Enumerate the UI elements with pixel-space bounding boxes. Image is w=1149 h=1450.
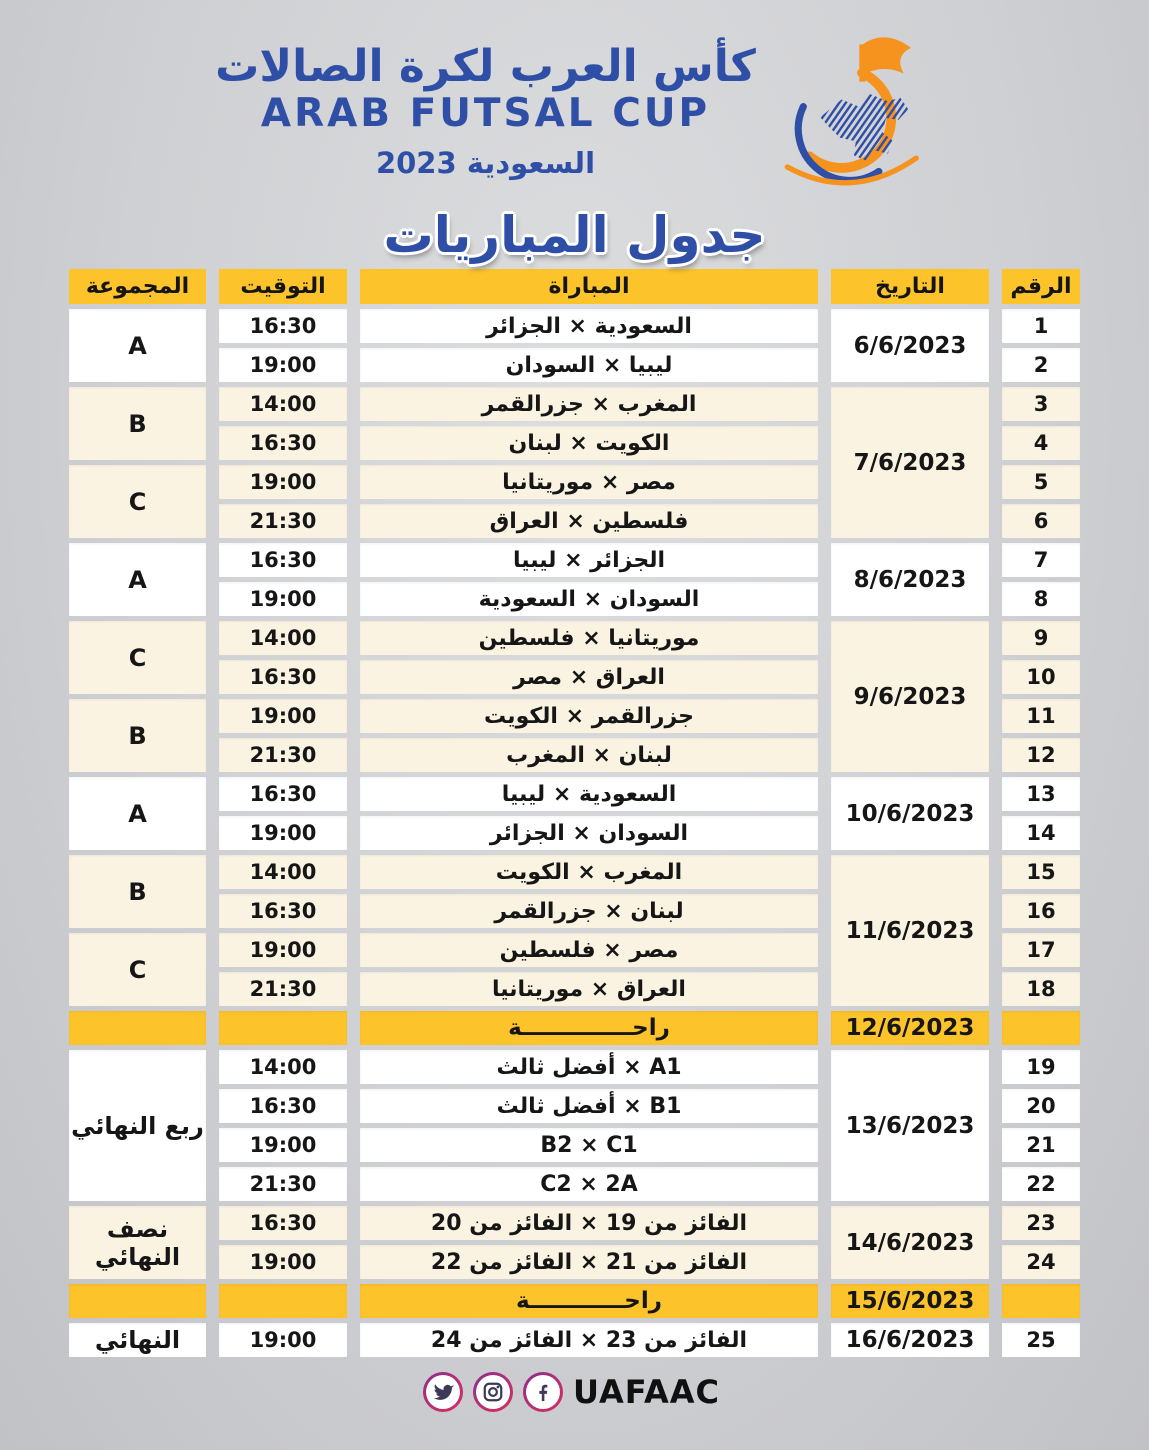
group-label: C [69,465,206,538]
page-title: جدول المباريات [383,206,766,264]
match-number [1002,1011,1080,1045]
match-time: 19:00 [219,348,347,382]
facebook-button[interactable] [523,1372,563,1412]
table-row [69,1206,1080,1240]
match-time: 21:30 [219,972,347,1006]
match-teams: السودان × السعودية [360,582,818,616]
match-number: 19 [1002,1050,1080,1084]
group-label: A [69,777,206,850]
match-teams: B2 × C1 [360,1128,818,1162]
match-number: 17 [1002,933,1080,967]
match-time: 19:00 [219,1128,347,1162]
match-time: 19:00 [219,1323,347,1357]
match-time: 19:00 [219,582,347,616]
match-date: 13/6/2023 [831,1050,989,1201]
match-number [1002,1284,1080,1318]
table-row [69,1050,1080,1084]
match-teams: الكويت × لبنان [360,426,818,460]
match-number: 1 [1002,309,1080,343]
match-time: 14:00 [219,621,347,655]
match-teams: B1 × أفضل ثالث [360,1089,818,1123]
table-row [69,387,1080,421]
match-time [219,1284,347,1318]
match-number: 22 [1002,1167,1080,1201]
group-label: A [69,309,206,382]
stage-label-quarterfinal: ربع النهائي [69,1050,206,1201]
group-label: C [69,933,206,1006]
social-handle: UAFAAC [573,1373,720,1411]
match-number: 16 [1002,894,1080,928]
match-teams: مصر × فلسطين [360,933,818,967]
match-teams: لبنان × جزرالقمر [360,894,818,928]
rest-day-row [69,1011,1080,1045]
table-row [69,855,1080,889]
match-teams: C2 × 2A [360,1167,818,1201]
rest-day-label: راحــــــــــــة [360,1284,818,1318]
match-time: 21:30 [219,738,347,772]
match-date: 6/6/2023 [831,309,989,382]
group-label: C [69,621,206,694]
match-number: 11 [1002,699,1080,733]
match-teams: موريتانيا × فلسطين [360,621,818,655]
match-number: 5 [1002,465,1080,499]
match-time: 19:00 [219,816,347,850]
twitter-icon [432,1381,454,1403]
match-date: 7/6/2023 [831,387,989,538]
match-number: 23 [1002,1206,1080,1240]
match-schedule-table [56,264,1093,1362]
match-time: 16:30 [219,426,347,460]
table-row [69,777,1080,811]
match-time: 19:00 [219,933,347,967]
match-time: 16:30 [219,543,347,577]
column-header-time: التوقيت [219,269,347,304]
match-teams: ليبيا × السودان [360,348,818,382]
match-date: 11/6/2023 [831,855,989,1006]
match-date: 10/6/2023 [831,777,989,850]
match-time: 19:00 [219,465,347,499]
column-header-date: التاريخ [831,269,989,304]
column-header-group: المجموعة [69,269,206,304]
brand-title-arabic: كأس العرب لكرة الصالات [215,41,756,93]
match-time: 14:00 [219,387,347,421]
match-number: 21 [1002,1128,1080,1162]
match-time: 19:00 [219,1245,347,1279]
column-header-number: الرقم [1002,269,1080,304]
instagram-button[interactable] [473,1372,513,1412]
column-header-match: المباراة [360,269,818,304]
footer [0,1372,1149,1412]
group-label: B [69,855,206,928]
match-time: 16:30 [219,660,347,694]
group-label: B [69,699,206,772]
match-time: 16:30 [219,1206,347,1240]
match-number: 24 [1002,1245,1080,1279]
match-teams: المغرب × الكويت [360,855,818,889]
match-number: 3 [1002,387,1080,421]
rest-date: 15/6/2023 [831,1284,989,1318]
match-time: 21:30 [219,504,347,538]
match-time: 14:00 [219,1050,347,1084]
match-number: 6 [1002,504,1080,538]
match-number: 4 [1002,426,1080,460]
match-teams: العراق × مصر [360,660,818,694]
group-label [69,1284,206,1318]
match-teams: فلسطين × العراق [360,504,818,538]
match-time: 16:30 [219,894,347,928]
table-row [69,309,1080,343]
stage-label-semifinal: نصف النهائي [69,1206,206,1279]
match-teams: السعودية × الجزائر [360,309,818,343]
match-teams: المغرب × جزرالقمر [360,387,818,421]
brand-title-english: ARAB FUTSAL CUP [260,90,711,136]
match-teams: جزرالقمر × الكويت [360,699,818,733]
brand-subtitle: السعودية 2023 [375,145,596,180]
match-number: 18 [1002,972,1080,1006]
match-number: 12 [1002,738,1080,772]
facebook-icon [532,1381,554,1403]
match-teams: A1 × أفضل ثالث [360,1050,818,1084]
table-row [69,1323,1080,1357]
match-number: 7 [1002,543,1080,577]
match-time: 16:30 [219,777,347,811]
rest-date: 12/6/2023 [831,1011,989,1045]
match-teams: الفائز من 21 × الفائز من 22 [360,1245,818,1279]
rest-day-row [69,1284,1080,1318]
match-teams: الفائز من 23 × الفائز من 24 [360,1323,818,1357]
group-label: A [69,543,206,616]
match-teams: السودان × الجزائر [360,816,818,850]
match-teams: السعودية × ليبيا [360,777,818,811]
match-number: 10 [1002,660,1080,694]
match-teams: مصر × موريتانيا [360,465,818,499]
match-number: 9 [1002,621,1080,655]
match-number: 8 [1002,582,1080,616]
table-row [69,621,1080,655]
rest-day-label: راحــــــــــــــة [360,1011,818,1045]
instagram-icon [482,1381,504,1403]
match-date: 14/6/2023 [831,1206,989,1279]
match-time: 16:30 [219,309,347,343]
match-number: 25 [1002,1323,1080,1357]
match-date: 8/6/2023 [831,543,989,616]
match-time [219,1011,347,1045]
match-number: 13 [1002,777,1080,811]
match-date: 9/6/2023 [831,621,989,772]
twitter-button[interactable] [423,1372,463,1412]
match-date: 16/6/2023 [831,1323,989,1357]
match-number: 2 [1002,348,1080,382]
match-number: 20 [1002,1089,1080,1123]
match-time: 16:30 [219,1089,347,1123]
table-header-row [69,269,1080,304]
group-label: B [69,387,206,460]
match-teams: لبنان × المغرب [360,738,818,772]
match-time: 14:00 [219,855,347,889]
match-number: 14 [1002,816,1080,850]
table-row [69,543,1080,577]
match-teams: الجزائر × ليبيا [360,543,818,577]
brand-header [0,0,1149,200]
match-teams: العراق × موريتانيا [360,972,818,1006]
group-label [69,1011,206,1045]
match-time: 19:00 [219,699,347,733]
match-time: 21:30 [219,1167,347,1201]
tournament-5th-edition-logo-icon [774,22,934,200]
match-number: 15 [1002,855,1080,889]
match-teams: الفائز من 19 × الفائز من 20 [360,1206,818,1240]
stage-label-final: النهائي [69,1323,206,1357]
